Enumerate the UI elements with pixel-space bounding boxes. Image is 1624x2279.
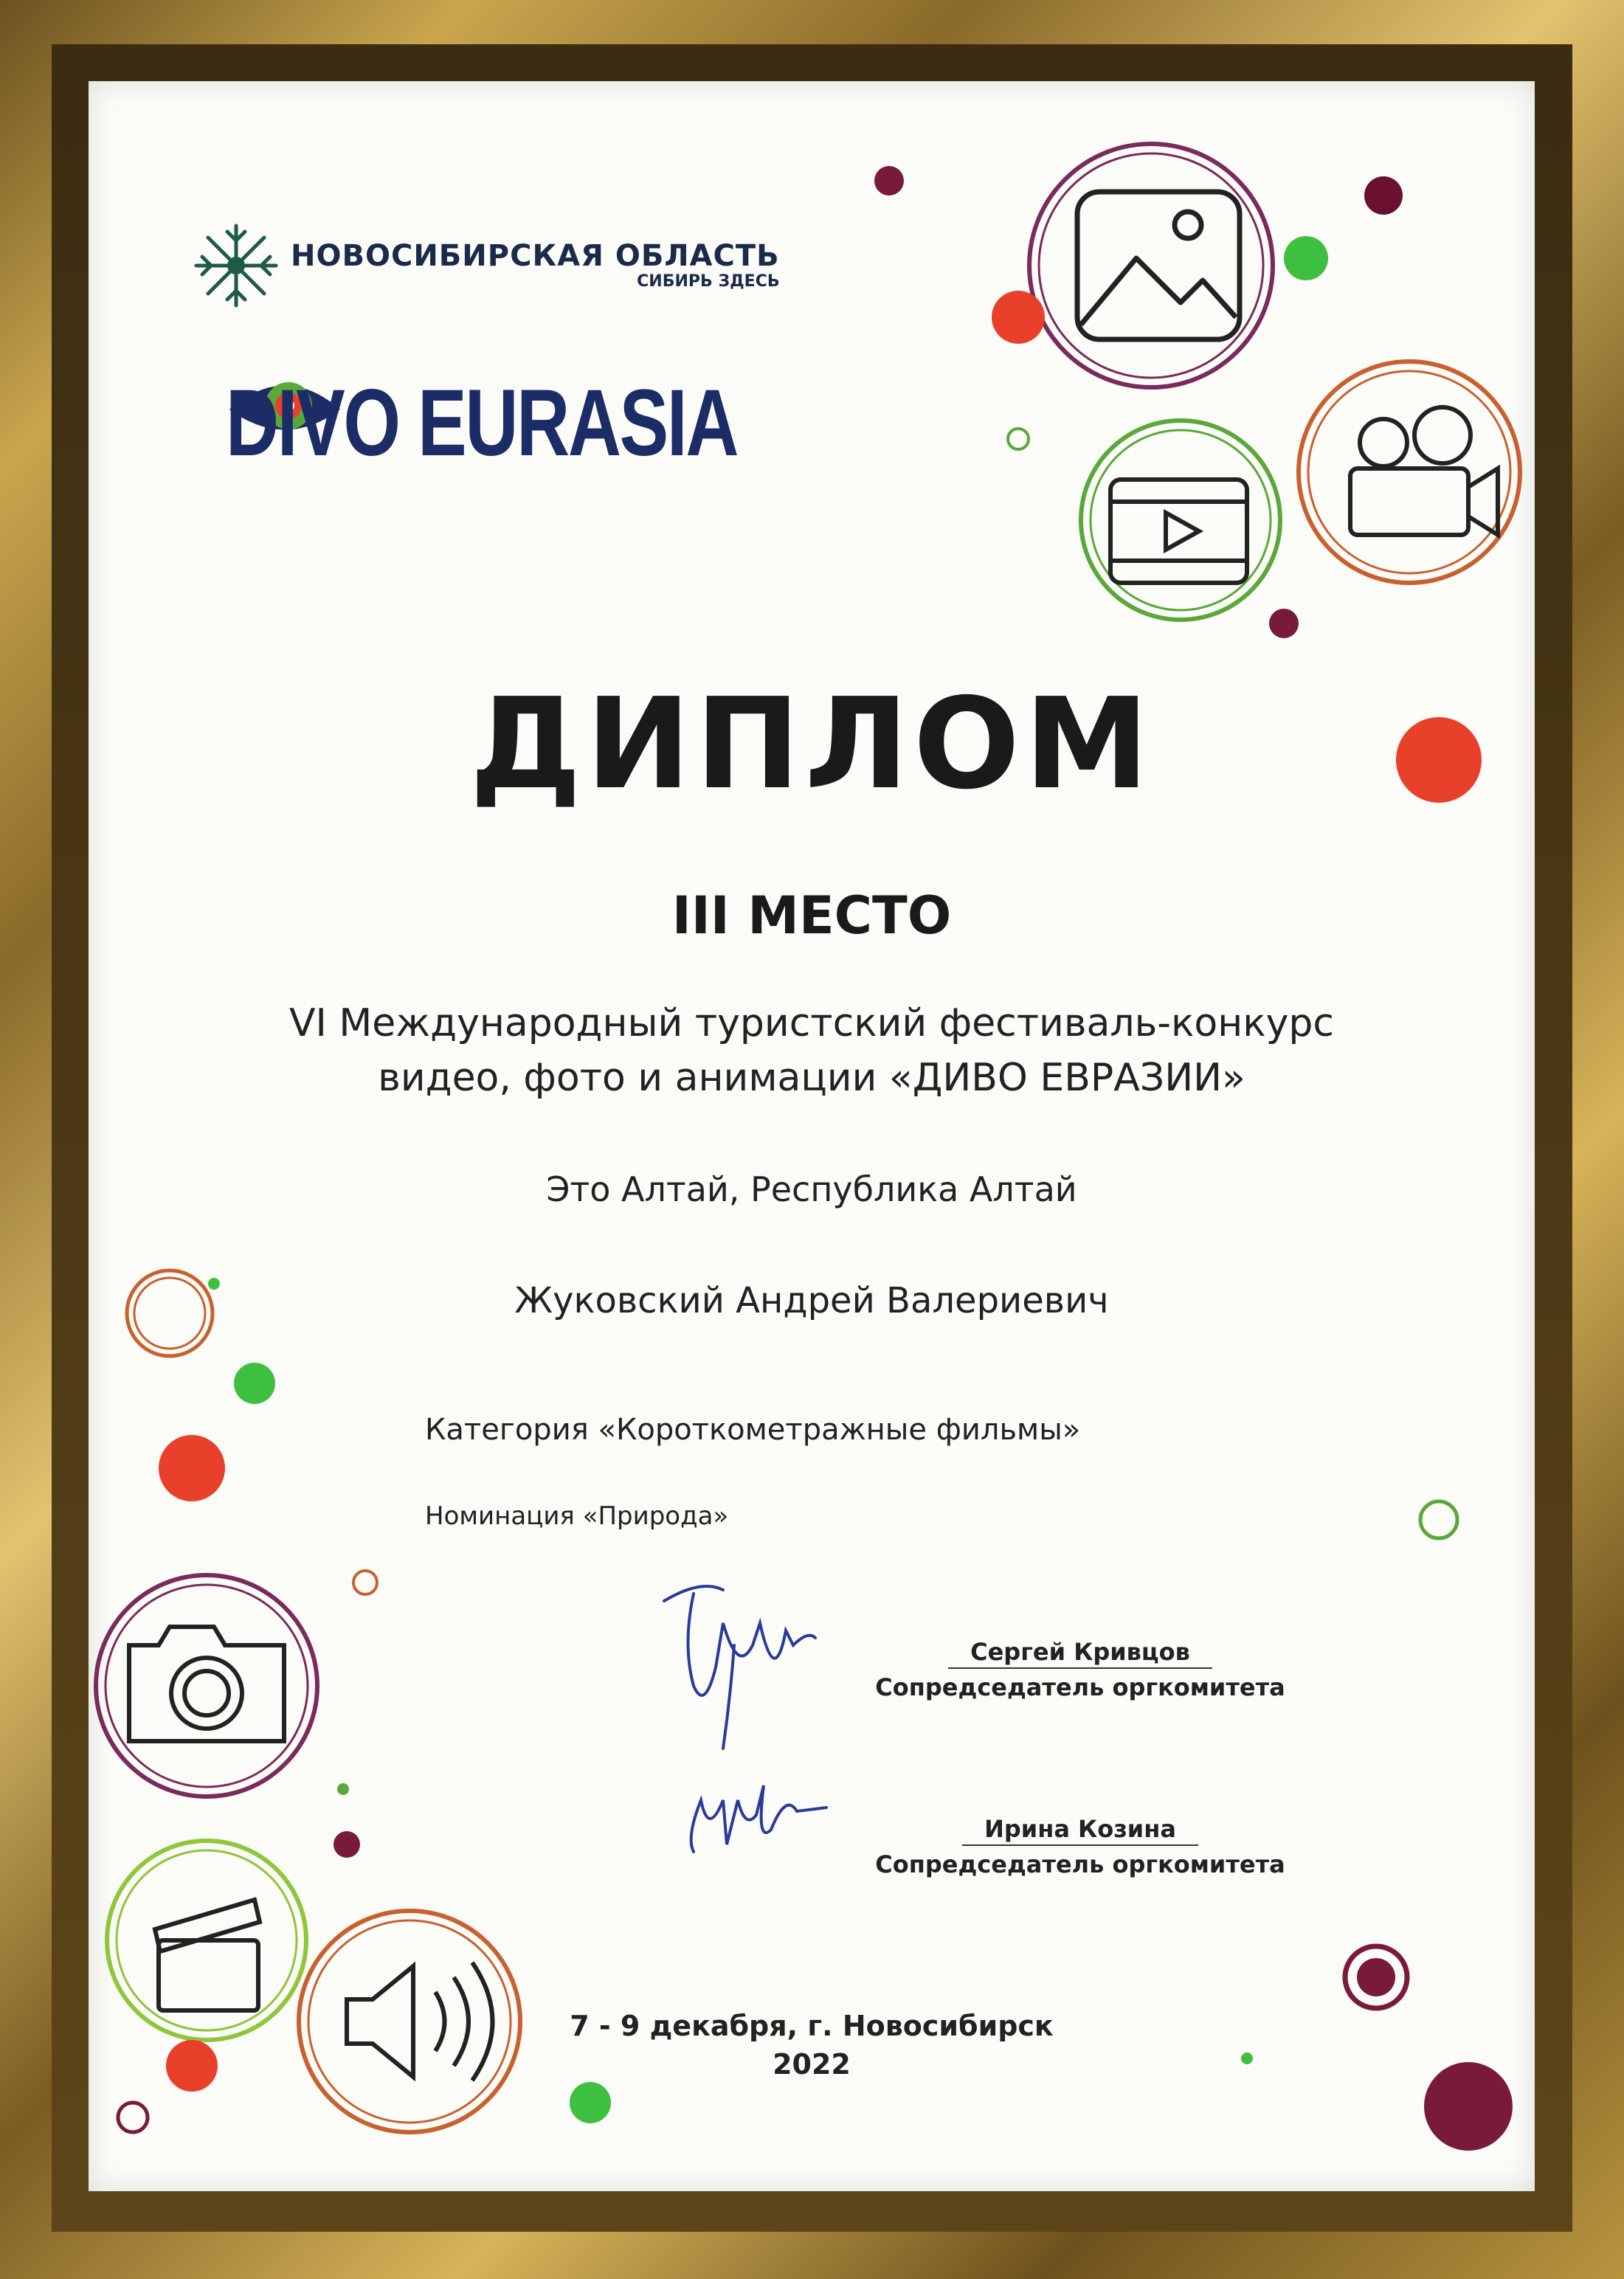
category-label: Категория «Короткометражные фильмы»	[425, 1413, 1081, 1447]
signer-role: Сопредседатель оргкомитета	[875, 1673, 1285, 1701]
diploma-sheet	[89, 81, 1535, 2191]
event-year: 2022	[773, 2048, 851, 2081]
film-strip-icon	[1110, 480, 1247, 583]
picture-icon	[1077, 192, 1240, 339]
signer-role: Сопредседатель оргкомитета	[875, 1850, 1285, 1878]
work-title: Это Алтай, Республика Алтай	[546, 1169, 1077, 1209]
decor-circle-orange	[1299, 362, 1520, 583]
clapperboard-icon	[155, 1900, 260, 2010]
decor-dot	[234, 1363, 275, 1404]
region-logo	[192, 221, 780, 310]
region-slogan: СИБИРЬ ЗДЕСЬ	[637, 272, 780, 291]
decor-ring	[1420, 1501, 1457, 1538]
diploma-title: ДИПЛОМ	[469, 671, 1154, 817]
author-name: Жуковский Андрей Валериевич	[514, 1280, 1109, 1321]
snowflake-logo-icon	[192, 221, 280, 310]
festival-logo: DIVO EURASIA	[226, 370, 738, 476]
decor-dot	[1357, 1958, 1395, 1996]
signer-name: Сергей Кривцов	[948, 1638, 1212, 1669]
decor-ring	[353, 1571, 377, 1594]
nomination-label: Номинация «Природа»	[425, 1501, 729, 1531]
decor-dot	[334, 1831, 360, 1858]
decor-dot	[1364, 176, 1403, 215]
decor-dot	[1284, 236, 1328, 280]
festival-line-2: видео, фото и анимации «ДИВО ЕВРАЗИИ»	[378, 1056, 1245, 1100]
date-location: 7 - 9 декабря, г. Новосибирск	[570, 2010, 1054, 2042]
decor-dot	[1269, 609, 1299, 638]
region-title: НОВОСИБИРСКАЯ ОБЛАСТЬ	[291, 239, 780, 273]
decor-ring	[1008, 429, 1029, 449]
signature-1	[664, 1586, 815, 1749]
signature-2	[691, 1785, 826, 1852]
decor-ring	[118, 2103, 148, 2132]
signer-name: Ирина Козина	[962, 1815, 1198, 1846]
place-award: III МЕСТО	[671, 885, 952, 946]
festival-name	[89, 996, 1535, 1105]
decor-dot	[992, 291, 1045, 344]
decor-dot	[159, 1435, 225, 1501]
signature-block-2	[859, 1815, 1302, 1878]
decor-circle-purple-large	[1029, 144, 1273, 387]
decor-dot	[570, 2082, 611, 2123]
decor-dot	[337, 1783, 349, 1795]
signature-block-1	[859, 1638, 1302, 1701]
decor-dot	[874, 166, 904, 196]
video-camera-icon	[1350, 407, 1498, 535]
photo-camera-icon	[129, 1627, 284, 1741]
festival-line-1: VI Международный туристский фестиваль-конкурс	[288, 1001, 1335, 1045]
event-date-place	[89, 2007, 1535, 2083]
